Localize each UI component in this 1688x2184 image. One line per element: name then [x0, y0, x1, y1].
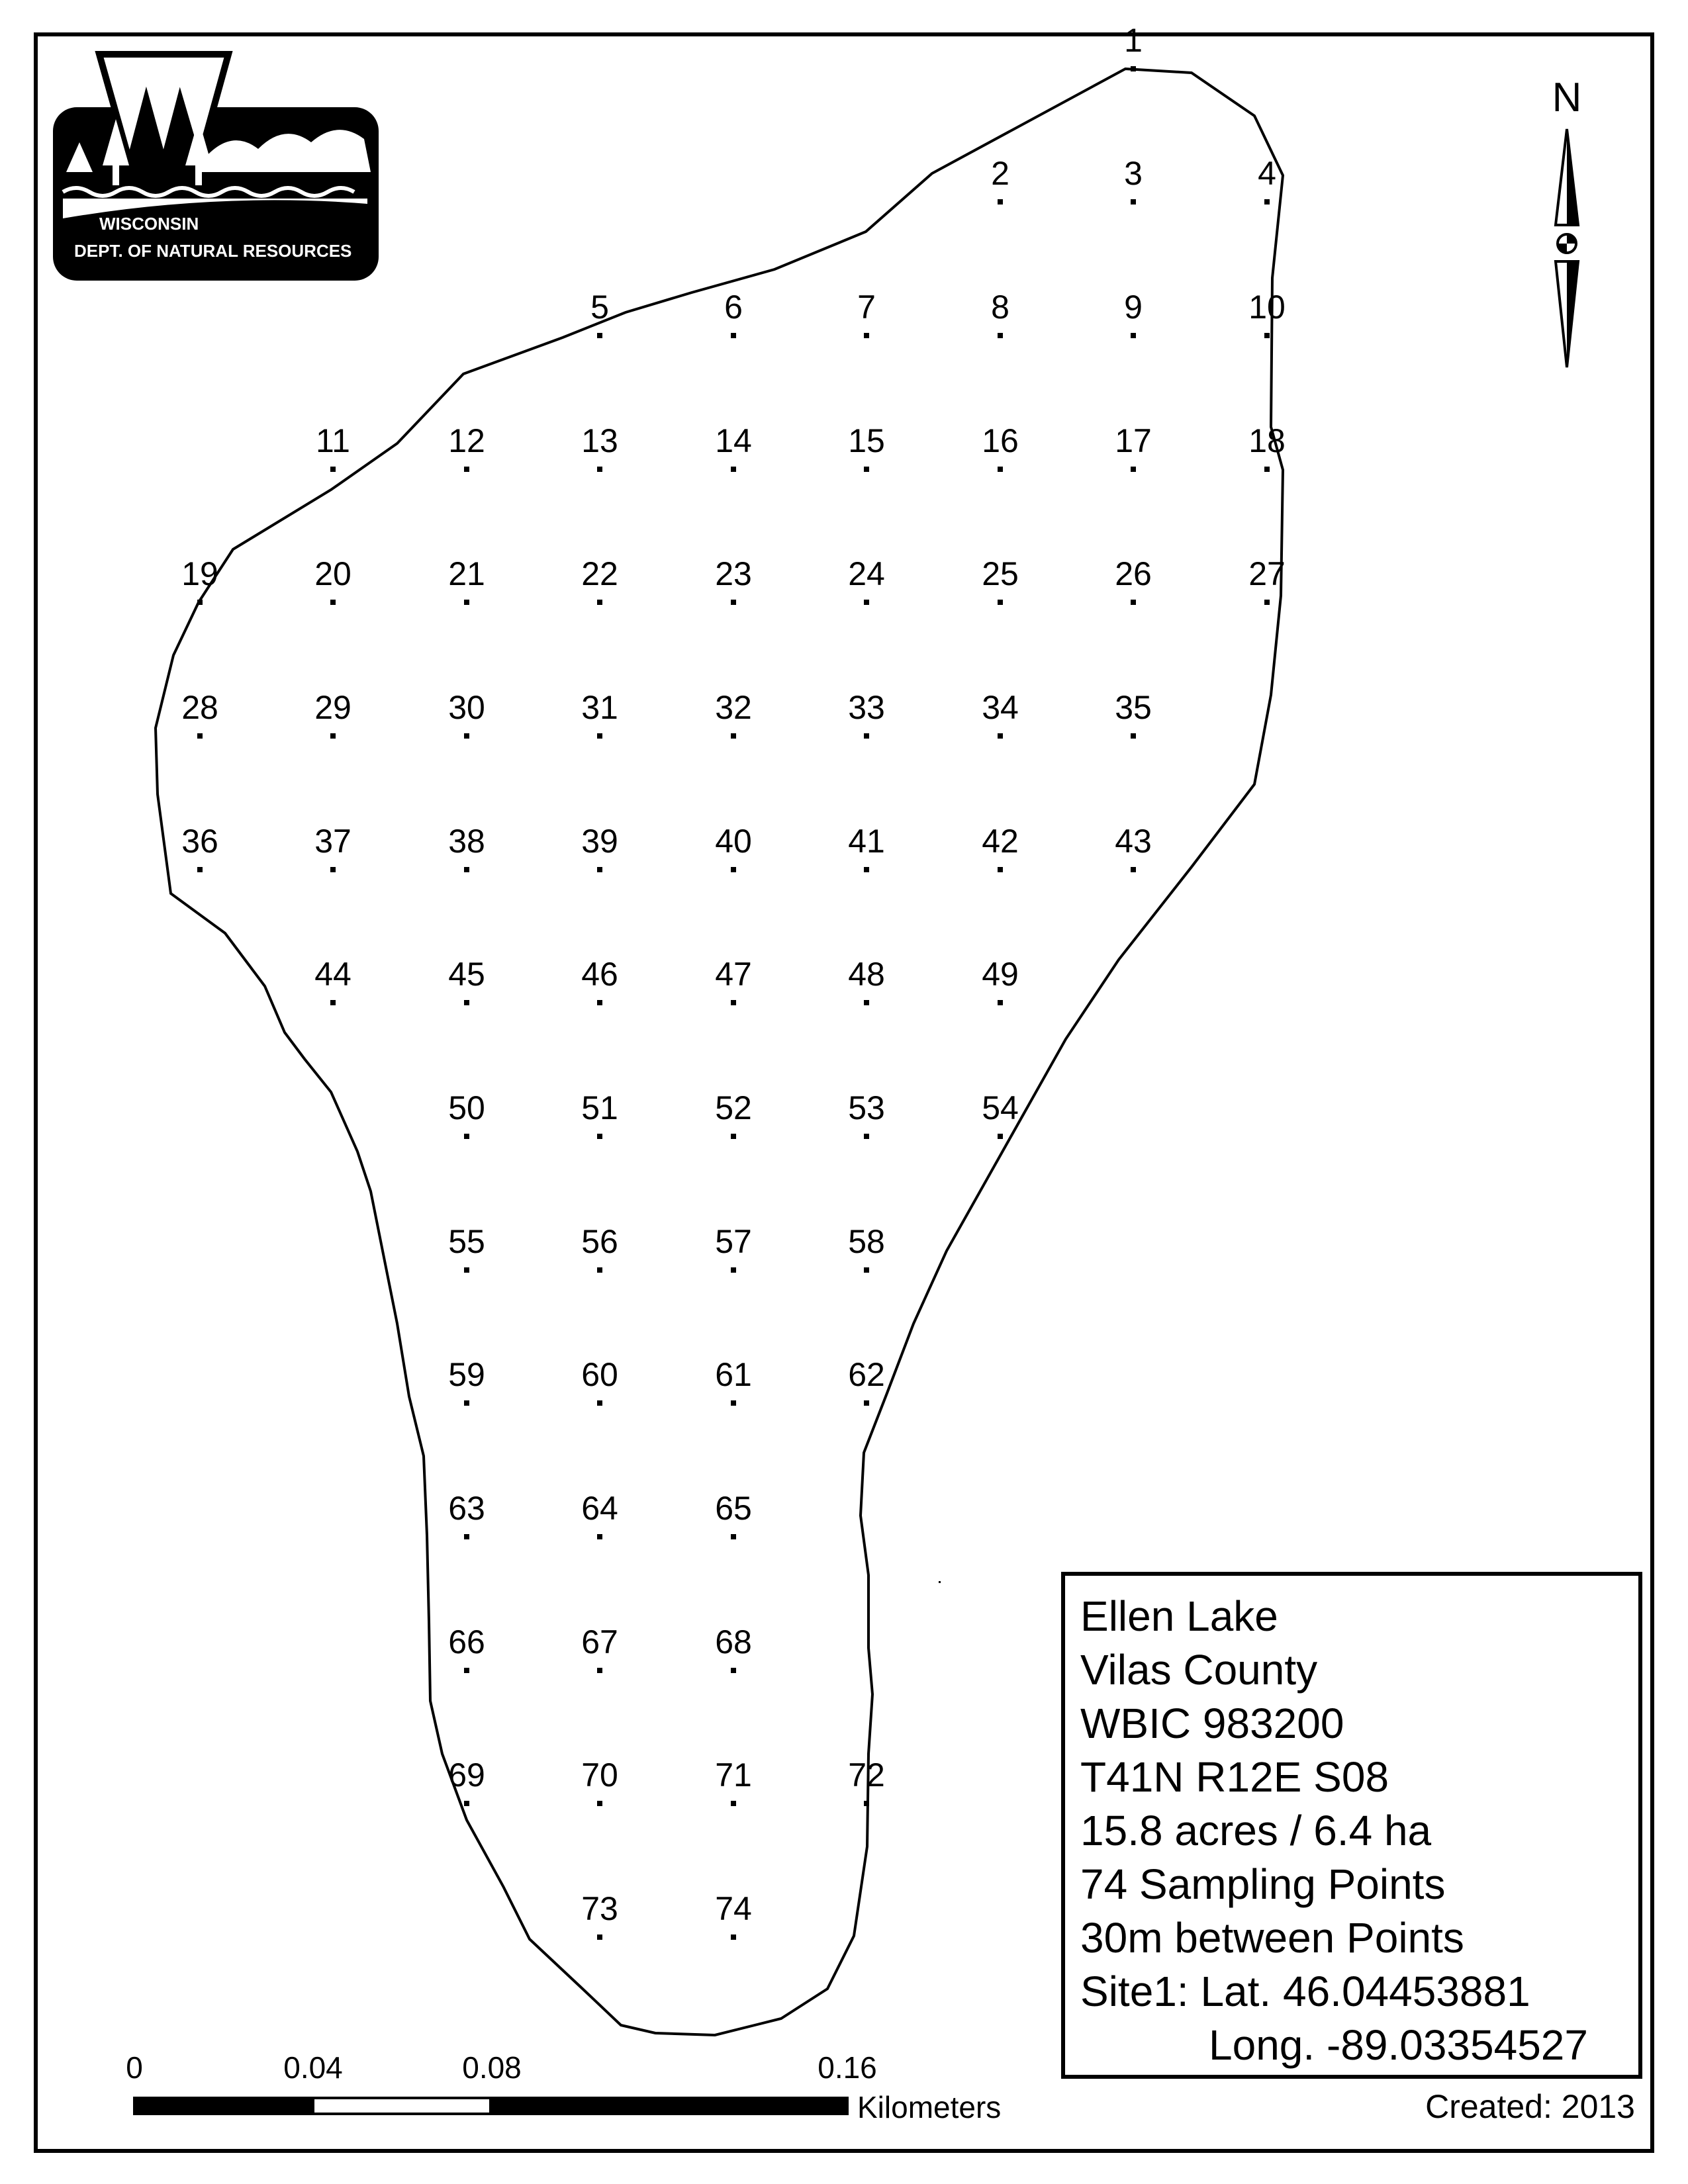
sampling-point-label: 7 [857, 289, 876, 326]
sampling-point-label: 68 [715, 1623, 752, 1661]
scale-tick-3: 0.16 [818, 2050, 877, 2085]
sampling-point-marker [731, 333, 736, 338]
scale-bar [126, 2050, 1001, 2124]
sampling-point-marker [864, 333, 869, 338]
info-latitude: Site1: Lat. 46.04453881 [1080, 1968, 1530, 2015]
sampling-point-label: 19 [181, 555, 218, 592]
sampling-point-marker [597, 1534, 602, 1539]
logo-line2: DEPT. OF NATURAL RESOURCES [74, 241, 352, 261]
sampling-point-label: 14 [715, 422, 752, 459]
sampling-point-label: 18 [1248, 422, 1286, 459]
sampling-point-marker [998, 1134, 1003, 1139]
sampling-point-label: 2 [991, 155, 1009, 192]
sampling-point-label: 69 [448, 1756, 485, 1794]
sampling-point-label: 61 [715, 1356, 752, 1393]
sampling-point-label: 4 [1258, 155, 1276, 192]
sampling-point-label: 62 [848, 1356, 885, 1393]
sampling-point-marker [597, 1801, 602, 1806]
north-label: N [1552, 75, 1582, 120]
sampling-point-label: 59 [448, 1356, 485, 1393]
sampling-point-label: 9 [1124, 289, 1143, 326]
sampling-point-marker [330, 467, 336, 472]
sampling-point-marker [1131, 467, 1136, 472]
sampling-point-label: 60 [581, 1356, 618, 1393]
sampling-point-label: 10 [1248, 289, 1286, 326]
sampling-point-marker [998, 600, 1003, 605]
sampling-point-marker [464, 867, 469, 872]
sampling-point-marker [731, 1400, 736, 1406]
sampling-point-marker [864, 733, 869, 739]
sampling-point-marker [1131, 867, 1136, 872]
sampling-point-marker [597, 333, 602, 338]
sampling-point-label: 39 [581, 823, 618, 860]
sampling-point-marker [731, 1801, 736, 1806]
sampling-point-marker [864, 467, 869, 472]
scale-tick-0: 0 [126, 2050, 143, 2085]
sampling-point-label: 70 [581, 1756, 618, 1794]
sampling-point-marker [597, 1668, 602, 1673]
info-point-count: 74 Sampling Points [1080, 1860, 1446, 1908]
sampling-point-label: 22 [581, 555, 618, 592]
sampling-point-marker [197, 600, 203, 605]
sampling-point-marker [464, 1000, 469, 1005]
sampling-point-label: 49 [982, 956, 1019, 993]
sampling-point-marker [998, 1000, 1003, 1005]
north-arrow [1552, 75, 1582, 367]
info-spacing: 30m between Points [1080, 1914, 1464, 1962]
sampling-point-label: 36 [181, 823, 218, 860]
sampling-point-marker [731, 1000, 736, 1005]
info-township: T41N R12E S08 [1080, 1753, 1389, 1801]
sampling-point-label: 5 [590, 289, 609, 326]
sampling-point-marker [464, 1400, 469, 1406]
sampling-point-label: 57 [715, 1223, 752, 1260]
sampling-point-label: 71 [715, 1756, 752, 1794]
sampling-point-marker [1131, 733, 1136, 739]
sampling-point-label: 53 [848, 1089, 885, 1126]
scale-segment-1 [134, 2098, 312, 2114]
sampling-point-label: 63 [448, 1490, 485, 1527]
sampling-point-label: 13 [581, 422, 618, 459]
sampling-point-label: 1 [1124, 22, 1143, 59]
sampling-point-marker [998, 867, 1003, 872]
logo-line1: WISCONSIN [99, 214, 199, 234]
sampling-point-marker [731, 1134, 736, 1139]
sampling-point-marker [1131, 333, 1136, 338]
sampling-point-marker [464, 1134, 469, 1139]
sampling-point-label: 41 [848, 823, 885, 860]
info-lake-name: Ellen Lake [1080, 1592, 1278, 1640]
sampling-point-label: 51 [581, 1089, 618, 1126]
info-longitude: Long. -89.03354527 [1209, 2021, 1588, 2069]
scale-segment-2 [313, 2098, 491, 2114]
sampling-point-marker [597, 733, 602, 739]
sampling-point-marker [597, 1000, 602, 1005]
sampling-point-marker [330, 1000, 336, 1005]
sampling-point-marker [197, 867, 203, 872]
sampling-point-label: 23 [715, 555, 752, 592]
sampling-point-label: 15 [848, 422, 885, 459]
sampling-point-marker [597, 1134, 602, 1139]
sampling-point-marker [1131, 199, 1136, 205]
sampling-point-marker [731, 467, 736, 472]
sampling-point-marker [1264, 199, 1270, 205]
sampling-point-label: 25 [982, 555, 1019, 592]
sampling-point-marker [597, 1934, 602, 1940]
credit-text: Created: 2013 [1425, 2088, 1635, 2125]
scale-tick-2: 0.08 [462, 2050, 522, 2085]
sampling-point-label: 73 [581, 1890, 618, 1927]
sampling-point-marker [864, 1000, 869, 1005]
sampling-point-label: 28 [181, 689, 218, 726]
sampling-point-label: 45 [448, 956, 485, 993]
sampling-point-label: 30 [448, 689, 485, 726]
sampling-point-label: 8 [991, 289, 1009, 326]
sampling-point-marker [330, 867, 336, 872]
sampling-point-marker [731, 1534, 736, 1539]
sampling-point-label: 11 [316, 422, 350, 459]
sampling-point-marker [731, 1668, 736, 1673]
sampling-point-marker [464, 1801, 469, 1806]
sampling-point-marker [464, 600, 469, 605]
sampling-point-label: 44 [314, 956, 352, 993]
sampling-point-label: 50 [448, 1089, 485, 1126]
info-county: Vilas County [1080, 1646, 1318, 1694]
sampling-point-label: 48 [848, 956, 885, 993]
sampling-point-marker [731, 733, 736, 739]
sampling-point-label: 34 [982, 689, 1019, 726]
sampling-point-label: 74 [715, 1890, 752, 1927]
sampling-point-label: 17 [1115, 422, 1152, 459]
sampling-point-label: 31 [581, 689, 618, 726]
stray-dot [939, 1581, 941, 1583]
sampling-point-label: 29 [314, 689, 352, 726]
sampling-point-marker [1264, 600, 1270, 605]
sampling-point-label: 52 [715, 1089, 752, 1126]
sampling-point-marker [864, 1801, 869, 1806]
sampling-point-marker [864, 867, 869, 872]
scale-unit: Kilometers [857, 2090, 1002, 2124]
sampling-point-marker [464, 467, 469, 472]
sampling-point-label: 72 [848, 1756, 885, 1794]
sampling-point-label: 21 [448, 555, 485, 592]
sampling-point-label: 65 [715, 1490, 752, 1527]
sampling-point-label: 54 [982, 1089, 1019, 1126]
sampling-point-marker [998, 467, 1003, 472]
sampling-point-label: 42 [982, 823, 1019, 860]
sampling-point-label: 32 [715, 689, 752, 726]
sampling-point-marker [464, 1668, 469, 1673]
sampling-point-marker [597, 600, 602, 605]
sampling-point-label: 38 [448, 823, 485, 860]
sampling-point-label: 55 [448, 1223, 485, 1260]
scale-tick-1: 0.04 [283, 2050, 343, 2085]
sampling-point-label: 37 [314, 823, 352, 860]
sampling-point-label: 16 [982, 422, 1019, 459]
sampling-point-marker [597, 1400, 602, 1406]
wdnr-logo [53, 54, 379, 281]
sampling-point-marker [731, 867, 736, 872]
info-area: 15.8 acres / 6.4 ha [1080, 1807, 1432, 1854]
sampling-point-marker [731, 1934, 736, 1940]
sampling-point-label: 24 [848, 555, 885, 592]
sampling-point-label: 46 [581, 956, 618, 993]
sampling-point-marker [330, 733, 336, 739]
sampling-point-label: 64 [581, 1490, 618, 1527]
sampling-point-label: 20 [314, 555, 352, 592]
sampling-point-marker [597, 1267, 602, 1273]
scale-segment-3 [492, 2098, 847, 2114]
sampling-point-label: 58 [848, 1223, 885, 1260]
sampling-point-marker [864, 1400, 869, 1406]
sampling-point-label: 40 [715, 823, 752, 860]
sampling-point-label: 33 [848, 689, 885, 726]
sampling-point-marker [998, 199, 1003, 205]
sampling-point-label: 12 [448, 422, 485, 459]
sampling-point-marker [864, 1267, 869, 1273]
sampling-point-marker [1131, 600, 1136, 605]
sampling-point-marker [597, 467, 602, 472]
sampling-point-label: 35 [1115, 689, 1152, 726]
sampling-point-marker [597, 867, 602, 872]
sampling-point-label: 47 [715, 956, 752, 993]
sampling-point-marker [464, 733, 469, 739]
sampling-point-marker [731, 600, 736, 605]
sampling-point-marker [864, 1134, 869, 1139]
info-wbic: WBIC 983200 [1080, 1700, 1344, 1747]
sampling-point-marker [731, 1267, 736, 1273]
sampling-point-marker [330, 600, 336, 605]
sampling-point-label: 27 [1248, 555, 1286, 592]
sampling-point-marker [1264, 333, 1270, 338]
sampling-point-label: 67 [581, 1623, 618, 1661]
sampling-point-label: 6 [724, 289, 743, 326]
sampling-point-marker [1264, 467, 1270, 472]
sampling-point-label: 3 [1124, 155, 1143, 192]
sampling-point-label: 56 [581, 1223, 618, 1260]
sampling-point-marker [864, 600, 869, 605]
sampling-point-marker [998, 333, 1003, 338]
sampling-point-marker [1131, 66, 1136, 71]
sampling-point-label: 43 [1115, 823, 1152, 860]
sampling-point-marker [197, 733, 203, 739]
sampling-point-marker [464, 1534, 469, 1539]
sampling-point-marker [998, 733, 1003, 739]
sampling-point-marker [464, 1267, 469, 1273]
sampling-point-label: 26 [1115, 555, 1152, 592]
sampling-point-label: 66 [448, 1623, 485, 1661]
